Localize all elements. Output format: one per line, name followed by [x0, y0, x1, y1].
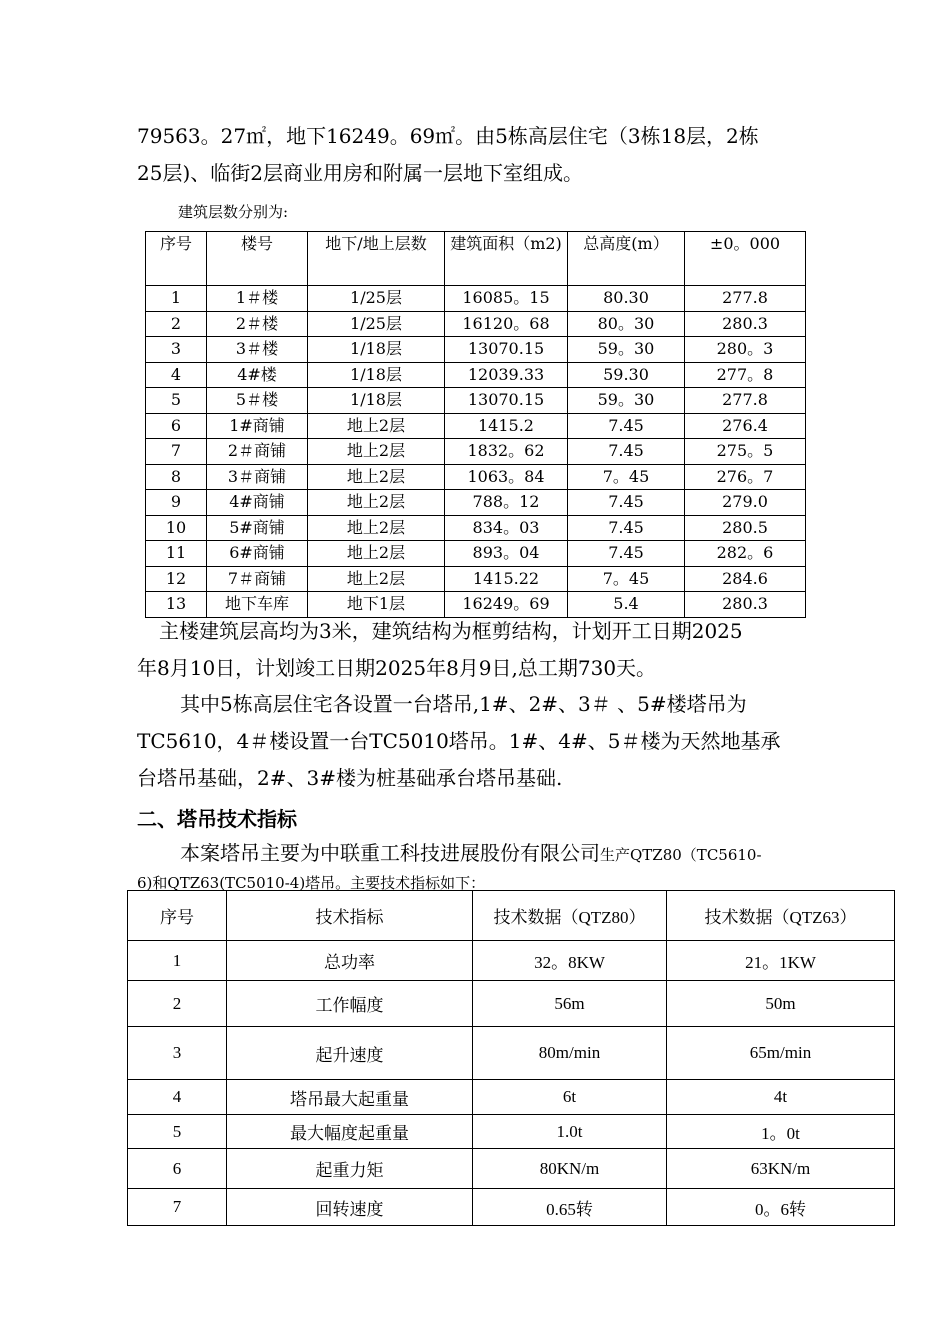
floors-table-body [146, 286, 806, 618]
floors-table-cell: 16085。15 [445, 286, 568, 312]
floors-table-cell: 282。6 [685, 541, 806, 567]
floors-table-cell: 地上2层 [308, 439, 445, 465]
schedule-line-2: 年8月10日，计划竣工日期2025年8月9日,总工期730天。 [137, 656, 657, 680]
floors-table-cell: 地上2层 [308, 515, 445, 541]
floors-table-cell: 7。45 [568, 566, 685, 592]
floors-table-cell: 1/18层 [308, 362, 445, 388]
floors-table-cell: 13 [146, 592, 207, 618]
floors-table-cell: 12 [146, 566, 207, 592]
floors-table-cell: 1832。62 [445, 439, 568, 465]
spec-header-cell: 技术数据（QTZ80） [473, 891, 667, 941]
floors-caption: 建筑层数分别为: [178, 203, 289, 221]
schedule-line-1: 主楼建筑层高均为3米，建筑结构为框剪结构，计划开工日期2025 [159, 619, 743, 643]
floors-table-cell: 59。30 [568, 337, 685, 363]
floors-table-cell: 59。30 [568, 388, 685, 414]
spec-table-row [128, 981, 895, 1027]
spec-table-cell: 80KN/m [473, 1149, 667, 1189]
spec-table-cell: 50m [667, 981, 895, 1027]
spec-table-cell: 63KN/m [667, 1149, 895, 1189]
floors-header-cell: 地下/地上层数 [308, 232, 445, 286]
floors-table-cell: 1#商铺 [207, 413, 308, 439]
floors-table-cell: 1415.22 [445, 566, 568, 592]
schedule-paragraph [137, 613, 817, 687]
spec-table-cell: 21。1KW [667, 941, 895, 981]
spec-header-cell: 技术指标 [227, 891, 473, 941]
floors-table-row [146, 337, 806, 363]
spec-table-cell: 65m/min [667, 1027, 895, 1080]
floors-table-cell: 7 [146, 439, 207, 465]
spec-table-cell: 起重力矩 [227, 1149, 473, 1189]
crane-paragraph [137, 686, 817, 797]
spec-table-cell: 1 [128, 941, 227, 981]
floors-table-row [146, 515, 806, 541]
spec-table-cell: 80m/min [473, 1027, 667, 1080]
spec-table-row [128, 1027, 895, 1080]
floors-table-row [146, 439, 806, 465]
floors-table-cell: 277。8 [685, 362, 806, 388]
floors-table-row [146, 464, 806, 490]
floors-table-cell: 16120。68 [445, 311, 568, 337]
floors-table-cell: 5.4 [568, 592, 685, 618]
spec-table-cell: 7 [128, 1189, 227, 1226]
floors-table-cell: 5#商铺 [207, 515, 308, 541]
floors-table-cell: 834。03 [445, 515, 568, 541]
section-heading: 二、塔吊技术指标 [137, 807, 297, 831]
floors-table-cell: 13070.15 [445, 337, 568, 363]
spec-table-cell: 2 [128, 981, 227, 1027]
floors-table-row [146, 286, 806, 312]
floors-table-cell: 7＃商铺 [207, 566, 308, 592]
floors-header-cell: ±0。000 [685, 232, 806, 286]
floors-table-row [146, 413, 806, 439]
floors-table-row [146, 311, 806, 337]
floors-table-cell: 284.6 [685, 566, 806, 592]
floors-table-cell: 1/25层 [308, 286, 445, 312]
spec-table-cell: 1。0t [667, 1115, 895, 1149]
crane-line-1: 其中5栋高层住宅各设置一台塔吊,1#、2#、3＃ 、5#楼塔吊为 [180, 692, 747, 716]
floors-table-cell: 8 [146, 464, 207, 490]
intro-paragraph [137, 118, 817, 192]
floors-table-cell: 7.45 [568, 541, 685, 567]
floors-table-cell: 788。12 [445, 490, 568, 516]
floors-table-cell: 80。30 [568, 311, 685, 337]
floors-table-cell: 6 [146, 413, 207, 439]
floors-table-cell: 3 [146, 337, 207, 363]
floors-table-cell: 地上2层 [308, 464, 445, 490]
floors-table-cell: 地上2层 [308, 566, 445, 592]
floors-header-cell: 总高度(m） [568, 232, 685, 286]
spec-table-cell: 6t [473, 1080, 667, 1115]
spec-intro-small-1: 生产QTZ80（TC5610- [600, 846, 762, 864]
floors-table-cell: 280.3 [685, 311, 806, 337]
floors-table-cell: 1063。84 [445, 464, 568, 490]
floors-table-cell: 12039.33 [445, 362, 568, 388]
spec-table-row [128, 1115, 895, 1149]
floors-table-cell: 7.45 [568, 439, 685, 465]
floors-table-cell: 地下1层 [308, 592, 445, 618]
spec-table-cell: 4t [667, 1080, 895, 1115]
floors-header-cell: 序号 [146, 232, 207, 286]
spec-table-cell: 塔吊最大起重量 [227, 1080, 473, 1115]
spec-table-row [128, 941, 895, 981]
spec-table-cell: 0.65转 [473, 1189, 667, 1226]
floors-table-cell: 4 [146, 362, 207, 388]
floors-table-cell: 13070.15 [445, 388, 568, 414]
floors-table-cell: 地上2层 [308, 490, 445, 516]
spec-table-cell: 最大幅度起重量 [227, 1115, 473, 1149]
floors-table-header [146, 232, 806, 286]
floors-table-cell: 5＃楼 [207, 388, 308, 414]
crane-line-3: 台塔吊基础，2#、3#楼为桩基础承台塔吊基础. [137, 766, 563, 790]
spec-table-cell: 56m [473, 981, 667, 1027]
floors-table-row [146, 566, 806, 592]
floors-table-cell: 280.3 [685, 592, 806, 618]
floors-table-row [146, 362, 806, 388]
floors-table-cell: 276.4 [685, 413, 806, 439]
spec-table-cell: 起升速度 [227, 1027, 473, 1080]
floors-table-cell: 2 [146, 311, 207, 337]
spec-table-cell: 回转速度 [227, 1189, 473, 1226]
floors-table-cell: 7.45 [568, 490, 685, 516]
floors-table-cell: 11 [146, 541, 207, 567]
floors-table-cell: 1/18层 [308, 388, 445, 414]
floors-table-cell: 2＃楼 [207, 311, 308, 337]
floors-table-cell: 4#商铺 [207, 490, 308, 516]
spec-intro-large: 本案塔吊主要为中联重工科技进展股份有限公司 [180, 841, 600, 865]
floors-table-cell: 1415.2 [445, 413, 568, 439]
intro-line-2: 25层)、临街2层商业用房和附属一层地下室组成。 [137, 161, 583, 185]
floors-table-cell: 7.45 [568, 413, 685, 439]
floors-table-cell: 地上2层 [308, 413, 445, 439]
floors-table-cell: 1/25层 [308, 311, 445, 337]
floors-table-cell: 16249。69 [445, 592, 568, 618]
floors-table-cell: 276。7 [685, 464, 806, 490]
spec-table-cell: 3 [128, 1027, 227, 1080]
spec-table-cell: 工作幅度 [227, 981, 473, 1027]
spec-header-cell: 序号 [128, 891, 227, 941]
spec-table-cell: 5 [128, 1115, 227, 1149]
floors-table-cell: 80.30 [568, 286, 685, 312]
spec-table-cell: 0。6转 [667, 1189, 895, 1226]
spec-table-cell: 总功率 [227, 941, 473, 981]
floors-table-cell: 7。45 [568, 464, 685, 490]
spec-table-cell: 32。8KW [473, 941, 667, 981]
floors-table [145, 231, 806, 618]
floors-table-cell: 1 [146, 286, 207, 312]
floors-table-cell: 1＃楼 [207, 286, 308, 312]
floors-table-cell: 275。5 [685, 439, 806, 465]
spec-table-row [128, 1080, 895, 1115]
floors-table-cell: 2＃商铺 [207, 439, 308, 465]
floors-header-cell: 建筑面积（m2) [445, 232, 568, 286]
floors-table-row [146, 541, 806, 567]
spec-intro-small-2: 6)和QTZ63(TC5010-4)塔吊。主要技术指标如下： [137, 874, 486, 892]
spec-table-row [128, 1189, 895, 1226]
floors-table-cell: 3＃商铺 [207, 464, 308, 490]
floors-table-row [146, 388, 806, 414]
intro-line-1: 79563。27㎡，地下16249。69㎡。由5栋高层住宅（3栋18层，2栋 [137, 124, 759, 148]
floors-table-cell: 279.0 [685, 490, 806, 516]
floors-table-cell: 地下车库 [207, 592, 308, 618]
floors-table-cell: 277.8 [685, 286, 806, 312]
floors-table-cell: 地上2层 [308, 541, 445, 567]
spec-table-cell: 4 [128, 1080, 227, 1115]
floors-table-cell: 893。04 [445, 541, 568, 567]
floors-table-row [146, 490, 806, 516]
spec-header-cell: 技术数据（QTZ63） [667, 891, 895, 941]
crane-line-2: TC5610，4＃楼设置一台TC5010塔吊。1#、4#、5＃楼为天然地基承 [137, 729, 781, 753]
floors-table-cell: 280。3 [685, 337, 806, 363]
floors-table-cell: 280.5 [685, 515, 806, 541]
floors-table-cell: 277.8 [685, 388, 806, 414]
spec-table [127, 890, 895, 1226]
floors-table-cell: 1/18层 [308, 337, 445, 363]
spec-table-row [128, 1149, 895, 1189]
spec-table-header [128, 891, 895, 941]
floors-table-cell: 7.45 [568, 515, 685, 541]
floors-table-cell: 59.30 [568, 362, 685, 388]
floors-header-cell: 楼号 [207, 232, 308, 286]
spec-table-cell: 1.0t [473, 1115, 667, 1149]
spec-intro [137, 840, 817, 894]
spec-table-body [128, 941, 895, 1226]
floors-table-cell: 4#楼 [207, 362, 308, 388]
floors-table-cell: 5 [146, 388, 207, 414]
floors-table-cell: 3＃楼 [207, 337, 308, 363]
floors-table-cell: 9 [146, 490, 207, 516]
floors-table-cell: 10 [146, 515, 207, 541]
floors-table-cell: 6#商铺 [207, 541, 308, 567]
spec-table-cell: 6 [128, 1149, 227, 1189]
